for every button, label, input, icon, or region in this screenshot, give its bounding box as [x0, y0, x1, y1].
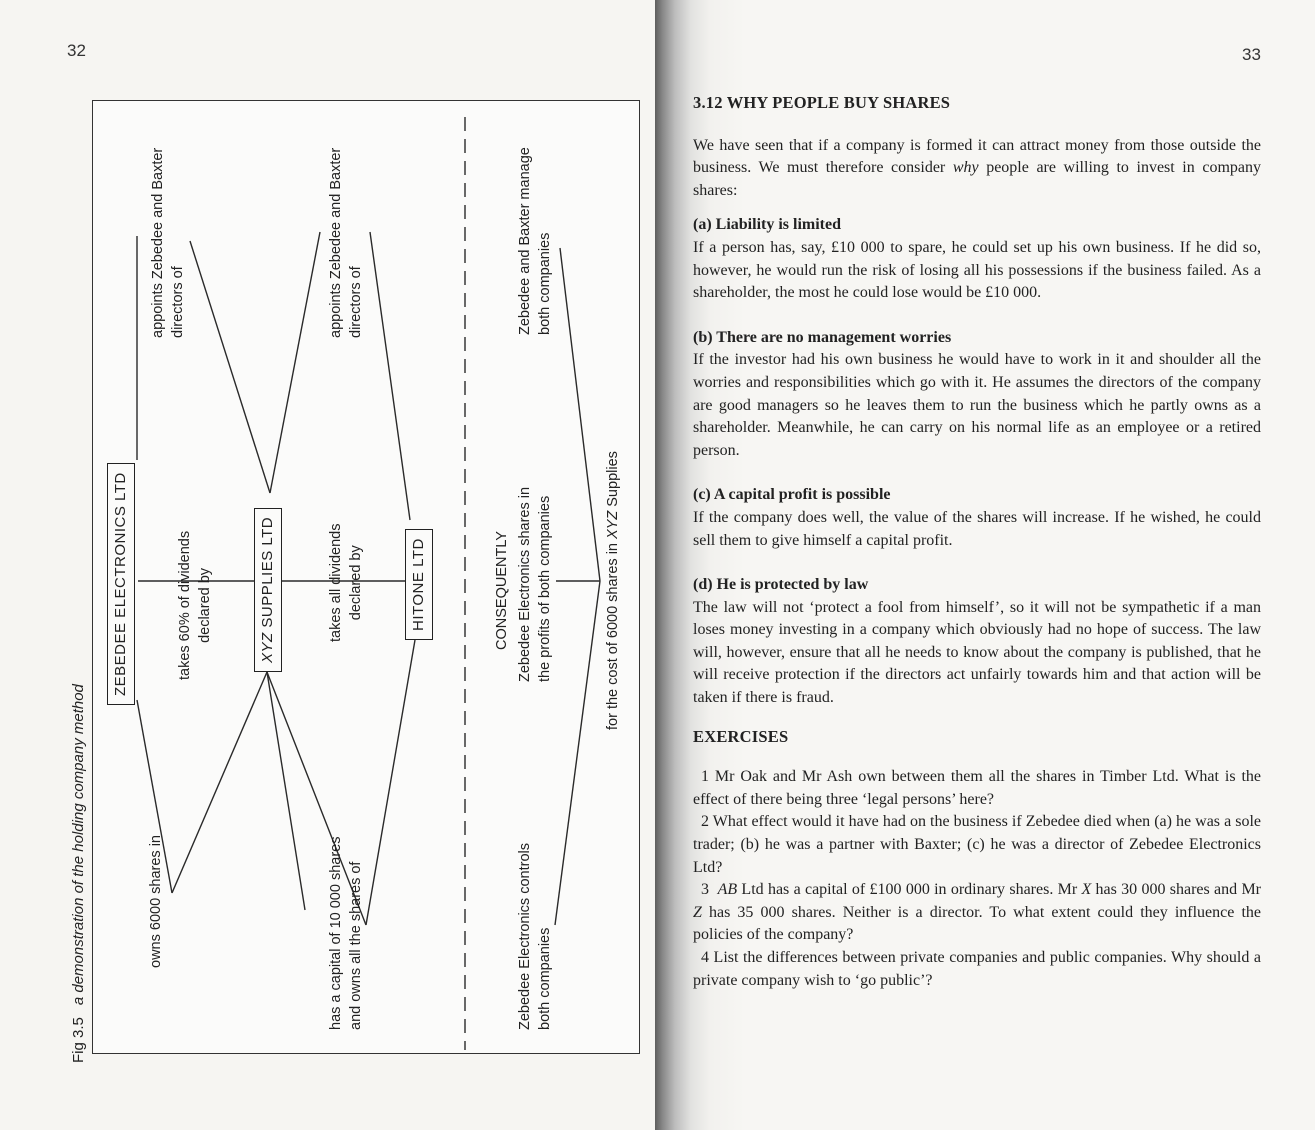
subsection-d-body: The law will not ‘protect a fool from himself’, so it will not be sympathetic if a man loses money investing in a company which obviously had no hope of success. The law will, however, ensure that all he needs to know about the company is published, that he will receive protection if the directors act unfairly towards him and that action will be taken if there is fraud.	[693, 598, 1261, 707]
label-for-cost-of-shares: for the cost of 6000 shares in XYZ Supplies	[605, 451, 621, 730]
exercises-heading: EXERCISES	[693, 726, 789, 746]
text-column	[693, 92, 1261, 992]
figure-caption	[70, 684, 87, 1063]
subsection-b-body: If the investor had his own business he would have to work in it and shoulder all the worries and responsibilities which go with it. He assumes the directors of the company are good managers so he leaves them to run the business which he partly owns as a shareholder. Meanwhile, he can carry on his normal life as an employee or a retired person.	[693, 351, 1261, 459]
subsection-a-body: If a person has, say, £10 000 to spare, he could set up his own business. If he did so, however, he would run the risk of losing all his possessions if the business failed. As a shareholder, the most he could lose would be £10 000.	[693, 238, 1261, 302]
label-capital-10000: has a capital of 10 000 shares and owns all the shares of	[328, 836, 364, 1030]
exercise-item: 4 List the differences between private companies and public companies. Why should a private company wish to ‘go public’?	[693, 949, 1261, 989]
label-zeb-controls: Zebedee Electronics controls both companies	[517, 843, 553, 1030]
company-box-zebedee: ZEBEDEE ELECTRONICS LTD	[107, 463, 135, 705]
section-heading: 3.12 WHY PEOPLE BUY SHARES	[693, 93, 951, 112]
exercise-item: 1 Mr Oak and Mr Ash own between them all the shares in Timber Ltd. What is the effect of there being three ‘legal persons’ here?	[693, 768, 1261, 808]
subsection-d-title: (d) He is protected by law	[693, 576, 869, 594]
label-zeb-shares-profits: Zebedee Electronics shares in the profits of both companies	[517, 486, 553, 682]
exercise-item: 2 What effect would it have had on the business if Zebedee died when (a) he was a sole trader; (b) he was a partner with Baxter; (c) he was a director of Zebedee Electronics Ltd?	[693, 813, 1261, 876]
figure-label: Fig 3.5	[70, 1017, 87, 1063]
label-appoints-directors-2: appoints Zebedee and Baxter directors of	[328, 147, 364, 338]
page-number-right: 33	[1242, 45, 1261, 64]
label-consequently: CONSEQUENTLY	[494, 531, 510, 650]
subsection-b	[693, 327, 1261, 463]
label-takes-all-dividends: takes all dividends declared by	[328, 523, 364, 642]
left-page	[0, 0, 655, 1130]
intro-paragraph: We have seen that if a company is formed it can attract money from those outside the business. We must therefore consider why people are willing to invest in company shares:	[693, 136, 1261, 199]
label-takes-60-dividends: takes 60% of dividends declared by	[177, 530, 213, 680]
label-appoints-directors-1: appoints Zebedee and Baxter directors of	[150, 147, 186, 338]
company-box-hitone: HITONE LTD	[405, 529, 433, 640]
subsection-c-body: If the company does well, the value of the shares will increase. If he wished, he could sell them to give himself a capital profit.	[693, 508, 1261, 549]
subsection-c	[693, 484, 1261, 552]
subsection-b-title: (b) There are no management worries	[693, 328, 952, 346]
subsection-d	[693, 574, 1261, 710]
subsection-c-title: (c) A capital profit is possible	[693, 486, 891, 504]
label-owns-6000-shares: owns 6000 shares in	[148, 835, 164, 968]
figure-title: a demonstration of the holding company method	[70, 684, 87, 1006]
subsection-a	[693, 214, 1261, 304]
page-number-left: 32	[67, 41, 86, 60]
exercise-item: 3 AB Ltd has a capital of £100 000 in ordinary shares. Mr X has 30 000 shares and Mr Z has 35 000 shares. Neither is a director. To what extent could they influence the policies of the company?	[693, 881, 1262, 944]
company-box-xyz: XYZ SUPPLIES LTD	[254, 508, 282, 672]
label-zb-manage: Zebedee and Baxter manage both companies	[517, 147, 553, 335]
subsection-a-title: (a) Liability is limited	[693, 216, 841, 234]
